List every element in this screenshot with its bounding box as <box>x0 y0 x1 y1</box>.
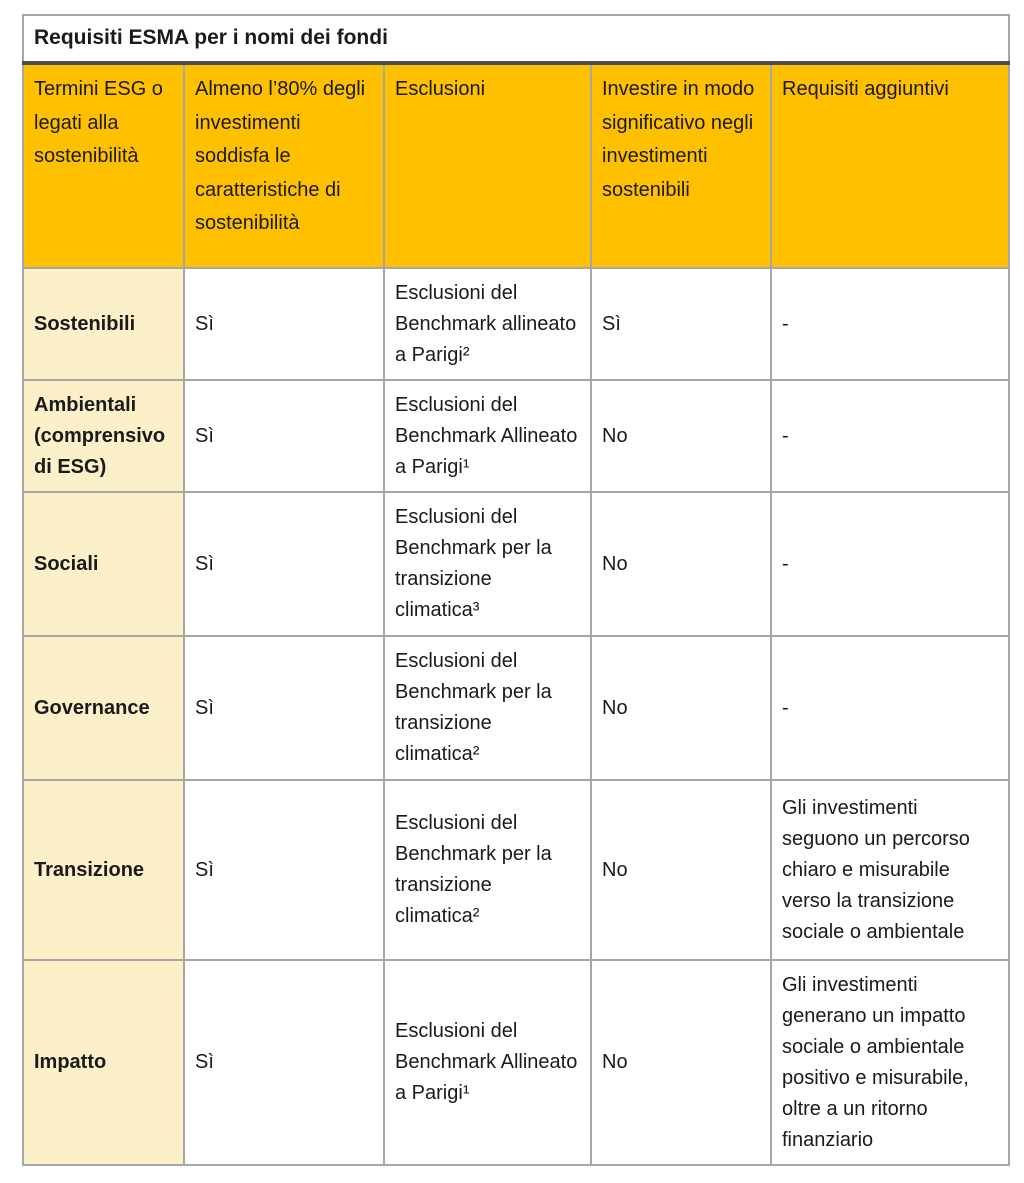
invest-cell: No <box>591 380 771 492</box>
column-header-esclusioni: Esclusioni <box>384 63 591 268</box>
column-header-investire-significativo: Investire in modo significativo negli investimenti sostenibili <box>591 63 771 268</box>
invest-cell: No <box>591 780 771 960</box>
pct80-cell: Sì <box>184 780 384 960</box>
additional-cell: Gli investimenti seguono un percorso chiaro e misurabile verso la transizione sociale o ambientale <box>771 780 1009 960</box>
additional-cell: - <box>771 636 1009 780</box>
term-cell: Transizione <box>23 780 184 960</box>
exclusions-cell: Esclusioni del Benchmark per la transizione climatica² <box>384 636 591 780</box>
table-row-sostenibili <box>23 268 1009 380</box>
exclusions-cell: Esclusioni del Benchmark per la transizione climatica² <box>384 780 591 960</box>
term-cell: Sostenibili <box>23 268 184 380</box>
pct80-cell: Sì <box>184 960 384 1165</box>
pct80-cell: Sì <box>184 380 384 492</box>
table-row-impatto <box>23 960 1009 1165</box>
additional-cell: - <box>771 380 1009 492</box>
invest-cell: No <box>591 960 771 1165</box>
table-title-row <box>23 15 1009 63</box>
column-header-almeno-80: Almeno l’80% degli investimenti soddisfa le caratteristiche di sostenibilità <box>184 63 384 268</box>
column-header-requisiti-aggiuntivi: Requisiti aggiuntivi <box>771 63 1009 268</box>
table-header-row <box>23 63 1009 268</box>
table-row-governance <box>23 636 1009 780</box>
invest-cell: Sì <box>591 268 771 380</box>
table-row-sociali <box>23 492 1009 636</box>
term-cell: Impatto <box>23 960 184 1165</box>
exclusions-cell: Esclusioni del Benchmark Allineato a Parigi¹ <box>384 960 591 1165</box>
exclusions-cell: Esclusioni del Benchmark Allineato a Parigi¹ <box>384 380 591 492</box>
table-row-ambientali <box>23 380 1009 492</box>
column-header-termini-esg: Termini ESG o legati alla sostenibilità <box>23 63 184 268</box>
esma-requirements-table <box>22 14 1010 1166</box>
exclusions-cell: Esclusioni del Benchmark allineato a Parigi² <box>384 268 591 380</box>
table-title: Requisiti ESMA per i nomi dei fondi <box>23 15 1009 63</box>
pct80-cell: Sì <box>184 492 384 636</box>
invest-cell: No <box>591 636 771 780</box>
pct80-cell: Sì <box>184 636 384 780</box>
term-cell: Governance <box>23 636 184 780</box>
additional-cell: - <box>771 268 1009 380</box>
pct80-cell: Sì <box>184 268 384 380</box>
exclusions-cell: Esclusioni del Benchmark per la transizione climatica³ <box>384 492 591 636</box>
term-cell: Sociali <box>23 492 184 636</box>
term-cell: Ambientali (comprensivo di ESG) <box>23 380 184 492</box>
table-row-transizione <box>23 780 1009 960</box>
additional-cell: - <box>771 492 1009 636</box>
invest-cell: No <box>591 492 771 636</box>
additional-cell: Gli investimenti generano un impatto sociale o ambientale positivo e misurabile, oltre a un ritorno finanziario <box>771 960 1009 1165</box>
